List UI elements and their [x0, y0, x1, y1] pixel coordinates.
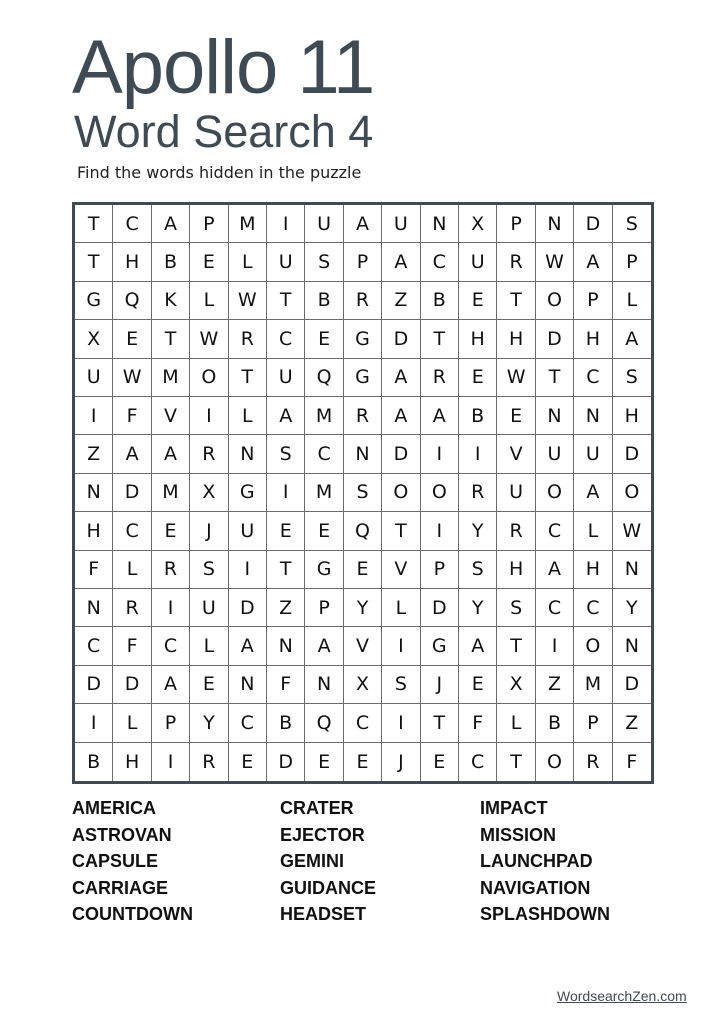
word-list-item: CARRIAGE — [72, 877, 169, 898]
grid-cell[interactable]: E — [190, 666, 228, 704]
grid-cell[interactable]: Y — [459, 512, 497, 550]
grid-cell[interactable]: E — [229, 743, 267, 781]
word-list-column — [480, 795, 610, 928]
grid-cell[interactable]: U — [75, 359, 113, 397]
grid-cell[interactable]: S — [267, 435, 305, 473]
grid-cell[interactable]: N — [267, 627, 305, 665]
grid-cell[interactable]: M — [152, 359, 190, 397]
grid-cell[interactable]: V — [152, 397, 190, 435]
grid-cell[interactable]: P — [305, 589, 343, 627]
grid-cell[interactable]: T — [75, 243, 113, 281]
grid-cell[interactable]: T — [382, 512, 420, 550]
grid-cell[interactable]: C — [152, 627, 190, 665]
grid-cell[interactable]: R — [344, 282, 382, 320]
grid-cell[interactable]: C — [267, 320, 305, 358]
word-list-column — [280, 795, 376, 928]
grid-cell[interactable]: J — [421, 666, 459, 704]
grid-cell[interactable]: E — [421, 743, 459, 781]
grid-cell[interactable]: H — [613, 397, 651, 435]
grid-cell[interactable]: O — [613, 474, 651, 512]
grid-cell[interactable]: H — [75, 512, 113, 550]
grid-cell[interactable]: A — [574, 474, 612, 512]
grid-cell[interactable]: B — [459, 397, 497, 435]
grid-cell[interactable]: S — [382, 666, 420, 704]
grid-cell[interactable]: A — [421, 397, 459, 435]
grid-cell[interactable]: U — [267, 359, 305, 397]
grid-cell[interactable]: C — [536, 512, 574, 550]
grid-cell[interactable]: A — [113, 435, 151, 473]
grid-cell[interactable]: U — [305, 205, 343, 243]
grid-cell[interactable]: X — [459, 205, 497, 243]
grid-cell[interactable]: S — [613, 359, 651, 397]
grid-cell[interactable]: U — [536, 435, 574, 473]
word-list-item: GEMINI — [280, 851, 345, 871]
grid-cell[interactable]: N — [229, 435, 267, 473]
grid-cell[interactable]: N — [421, 205, 459, 243]
grid-cell[interactable]: I — [421, 512, 459, 550]
grid-cell[interactable]: T — [421, 704, 459, 742]
grid-cell[interactable]: Y — [190, 704, 228, 742]
grid-cell[interactable]: A — [152, 435, 190, 473]
grid-cell[interactable]: S — [344, 474, 382, 512]
grid-cell[interactable]: P — [421, 551, 459, 589]
grid-cell[interactable]: P — [497, 205, 535, 243]
grid-cell[interactable]: R — [421, 359, 459, 397]
word-list-item: ASTROVAN — [72, 824, 172, 845]
grid-cell[interactable]: R — [190, 435, 228, 473]
grid-cell[interactable]: G — [75, 282, 113, 320]
grid-cell[interactable]: L — [229, 397, 267, 435]
grid-cell[interactable]: I — [229, 551, 267, 589]
grid-cell[interactable]: L — [229, 243, 267, 281]
grid-cell[interactable]: G — [344, 359, 382, 397]
grid-cell[interactable]: R — [344, 397, 382, 435]
grid-cell[interactable]: O — [382, 474, 420, 512]
grid-cell[interactable]: O — [574, 627, 612, 665]
grid-cell[interactable]: L — [113, 704, 151, 742]
grid-cell[interactable]: W — [229, 282, 267, 320]
grid-cell[interactable]: P — [613, 243, 651, 281]
grid-cell[interactable]: D — [267, 743, 305, 781]
grid-cell[interactable]: N — [613, 551, 651, 589]
grid-cell[interactable]: U — [382, 205, 420, 243]
grid-cell[interactable]: U — [190, 589, 228, 627]
grid-cell[interactable]: C — [113, 512, 151, 550]
grid-cell[interactable]: D — [75, 666, 113, 704]
grid-cell[interactable]: I — [75, 397, 113, 435]
grid-cell[interactable]: N — [75, 474, 113, 512]
grid-cell[interactable]: I — [267, 474, 305, 512]
grid-cell[interactable]: A — [382, 243, 420, 281]
grid-cell[interactable]: E — [267, 512, 305, 550]
grid-cell[interactable]: J — [190, 512, 228, 550]
word-list-item: COUNTDOWN — [72, 904, 193, 924]
grid-cell[interactable]: H — [497, 551, 535, 589]
grid-cell[interactable]: J — [382, 743, 420, 781]
grid-cell[interactable]: C — [574, 359, 612, 397]
grid-cell[interactable]: T — [421, 320, 459, 358]
word-list-item: LAUNCHPAD — [480, 851, 593, 871]
grid-cell[interactable]: Y — [613, 589, 651, 627]
grid-cell[interactable]: M — [574, 666, 612, 704]
grid-cell[interactable]: B — [152, 243, 190, 281]
grid-cell[interactable]: G — [305, 551, 343, 589]
grid-cell[interactable]: I — [382, 627, 420, 665]
grid-cell[interactable]: R — [574, 743, 612, 781]
grid-cell[interactable]: N — [75, 589, 113, 627]
grid-cell[interactable]: C — [574, 589, 612, 627]
grid-cell[interactable]: M — [229, 205, 267, 243]
grid-cell[interactable]: R — [190, 743, 228, 781]
grid-cell[interactable]: N — [536, 397, 574, 435]
grid-cell[interactable]: Q — [305, 704, 343, 742]
grid-cell[interactable]: W — [613, 512, 651, 550]
grid-cell[interactable]: L — [574, 512, 612, 550]
word-list-item: CAPSULE — [72, 851, 159, 871]
grid-cell[interactable]: V — [382, 551, 420, 589]
grid-cell[interactable]: U — [267, 243, 305, 281]
grid-cell[interactable]: T — [267, 282, 305, 320]
grid-cell[interactable]: R — [113, 589, 151, 627]
grid-cell[interactable]: A — [344, 205, 382, 243]
grid-cell[interactable]: E — [305, 743, 343, 781]
grid-cell[interactable]: H — [574, 320, 612, 358]
grid-cell[interactable]: E — [305, 320, 343, 358]
grid-cell[interactable]: A — [536, 551, 574, 589]
grid-cell[interactable]: G — [229, 474, 267, 512]
grid-cell[interactable]: I — [267, 205, 305, 243]
grid-cell[interactable]: O — [536, 282, 574, 320]
grid-cell[interactable]: E — [190, 243, 228, 281]
grid-cell[interactable]: D — [382, 435, 420, 473]
grid-cell[interactable]: N — [305, 666, 343, 704]
grid-cell[interactable]: I — [459, 435, 497, 473]
grid-cell[interactable]: C — [344, 704, 382, 742]
grid-cell[interactable]: I — [190, 397, 228, 435]
page-title: Apollo 11 — [72, 25, 375, 110]
grid-cell[interactable]: U — [229, 512, 267, 550]
grid-cell[interactable]: F — [75, 551, 113, 589]
grid-cell[interactable]: O — [536, 474, 574, 512]
grid-cell[interactable]: U — [574, 435, 612, 473]
grid-cell[interactable]: I — [75, 704, 113, 742]
grid-cell[interactable]: B — [305, 282, 343, 320]
grid-cell[interactable]: L — [113, 551, 151, 589]
grid-cell[interactable]: A — [459, 627, 497, 665]
grid-cell[interactable]: W — [113, 359, 151, 397]
grid-cell[interactable]: L — [190, 282, 228, 320]
grid-cell[interactable]: D — [613, 666, 651, 704]
grid-cell[interactable]: V — [344, 627, 382, 665]
grid-cell[interactable]: X — [75, 320, 113, 358]
grid-cell[interactable]: C — [229, 704, 267, 742]
grid-cell[interactable]: W — [536, 243, 574, 281]
grid-cell[interactable]: P — [152, 704, 190, 742]
grid-cell[interactable]: X — [497, 666, 535, 704]
grid-cell[interactable]: I — [421, 435, 459, 473]
grid-cell[interactable]: M — [152, 474, 190, 512]
grid-cell[interactable]: D — [613, 435, 651, 473]
grid-cell[interactable]: B — [267, 704, 305, 742]
grid-cell[interactable]: A — [382, 359, 420, 397]
grid-cell[interactable]: E — [113, 320, 151, 358]
grid-cell[interactable]: N — [536, 205, 574, 243]
grid-cell[interactable]: T — [497, 743, 535, 781]
grid-cell[interactable]: E — [497, 397, 535, 435]
grid-cell[interactable]: C — [536, 589, 574, 627]
instructions: Find the words hidden in the puzzle — [77, 163, 362, 182]
grid-cell[interactable]: S — [497, 589, 535, 627]
grid-cell[interactable]: I — [382, 704, 420, 742]
grid-cell[interactable]: U — [459, 243, 497, 281]
grid-cell[interactable]: F — [459, 704, 497, 742]
grid-cell[interactable]: N — [344, 435, 382, 473]
grid-cell[interactable]: D — [421, 589, 459, 627]
grid-cell[interactable]: E — [459, 282, 497, 320]
grid-cell[interactable]: X — [344, 666, 382, 704]
grid-cell[interactable]: Q — [113, 282, 151, 320]
grid-cell[interactable]: Z — [267, 589, 305, 627]
grid-cell[interactable]: C — [459, 743, 497, 781]
grid-cell[interactable]: F — [626, 750, 638, 773]
grid-cell[interactable]: A — [382, 397, 420, 435]
grid-cell[interactable]: S — [305, 243, 343, 281]
grid-cell[interactable]: A — [305, 627, 343, 665]
grid-cell[interactable]: D — [229, 589, 267, 627]
grid-cell[interactable]: W — [497, 359, 535, 397]
word-list-item: IMPACT — [480, 798, 548, 818]
word-list-item: GUIDANCE — [280, 877, 377, 898]
word-list-item: CRATER — [280, 798, 354, 818]
grid-cell[interactable]: L — [190, 627, 228, 665]
grid-cell[interactable]: E — [344, 743, 382, 781]
page-subtitle: Word Search 4 — [74, 106, 374, 157]
grid-cell[interactable]: I — [152, 743, 190, 781]
grid-cell[interactable]: R — [497, 512, 535, 550]
grid-cell[interactable]: D — [574, 205, 612, 243]
grid-cell[interactable]: A — [229, 627, 267, 665]
grid-cell[interactable]: T — [497, 282, 535, 320]
grid-cell[interactable]: H — [459, 320, 497, 358]
grid-cell[interactable]: R — [229, 320, 267, 358]
grid-cell[interactable]: F — [267, 666, 305, 704]
grid-cell[interactable]: S — [613, 205, 651, 243]
grid-cell[interactable]: P — [190, 205, 228, 243]
grid-cell[interactable]: E — [459, 359, 497, 397]
grid-cell[interactable]: N — [229, 666, 267, 704]
grid-cell[interactable]: S — [459, 551, 497, 589]
grid-cell[interactable]: L — [613, 282, 651, 320]
grid-cell[interactable]: O — [190, 359, 228, 397]
grid-cell[interactable]: U — [497, 474, 535, 512]
grid-cell[interactable]: H — [113, 743, 151, 781]
grid-cell[interactable]: D — [382, 320, 420, 358]
grid-cell[interactable]: W — [190, 320, 228, 358]
grid-cell[interactable]: E — [152, 512, 190, 550]
grid-cell[interactable]: Q — [344, 512, 382, 550]
grid-cell[interactable]: A — [152, 205, 190, 243]
grid-cell[interactable]: E — [305, 512, 343, 550]
grid-cell[interactable]: Z — [75, 435, 113, 473]
grid-cell[interactable]: B — [75, 743, 113, 781]
grid-cell[interactable]: T — [497, 627, 535, 665]
grid-cell[interactable]: M — [305, 397, 343, 435]
grid-cell[interactable]: I — [536, 627, 574, 665]
grid-cell[interactable]: A — [152, 666, 190, 704]
grid-cell[interactable]: P — [574, 704, 612, 742]
grid-cell[interactable]: B — [421, 282, 459, 320]
grid-cell[interactable]: R — [152, 551, 190, 589]
grid-cell[interactable]: Z — [382, 282, 420, 320]
grid-cell[interactable]: F — [113, 397, 151, 435]
footer-site-link[interactable]: WordsearchZen.com — [557, 988, 687, 1004]
grid-cell[interactable]: N — [613, 627, 651, 665]
grid-cell[interactable]: P — [344, 243, 382, 281]
grid-cell[interactable]: R — [459, 474, 497, 512]
grid-cell[interactable]: X — [190, 474, 228, 512]
grid-cell[interactable]: O — [421, 474, 459, 512]
grid-cell[interactable]: T — [267, 551, 305, 589]
grid-cell[interactable]: C — [113, 205, 151, 243]
word-list-item: AMERICA — [72, 798, 156, 818]
grid-cell[interactable]: C — [421, 243, 459, 281]
grid-cell[interactable]: E — [459, 666, 497, 704]
grid-cell[interactable]: P — [574, 282, 612, 320]
grid-cell[interactable]: H — [113, 243, 151, 281]
grid-cell[interactable]: D — [113, 474, 151, 512]
grid-cell[interactable]: T — [229, 359, 267, 397]
grid-cell[interactable]: B — [536, 704, 574, 742]
grid-cell[interactable]: Y — [344, 589, 382, 627]
grid-cell[interactable]: I — [152, 589, 190, 627]
word-search-grid — [72, 202, 654, 784]
grid-cell[interactable]: C — [75, 627, 113, 665]
grid-cell[interactable]: R — [497, 243, 535, 281]
grid-cell[interactable]: Z — [613, 704, 651, 742]
grid-cell[interactable]: Q — [305, 359, 343, 397]
grid-cell[interactable]: M — [305, 474, 343, 512]
grid-cell[interactable]: T — [152, 320, 190, 358]
grid-cell[interactable]: O — [536, 743, 574, 781]
grid-cell[interactable]: Y — [459, 589, 497, 627]
grid-cell[interactable]: S — [190, 551, 228, 589]
grid-cell[interactable]: T — [536, 359, 574, 397]
grid-cell[interactable]: A — [267, 397, 305, 435]
word-list-column — [72, 795, 193, 928]
grid-cell[interactable]: G — [344, 320, 382, 358]
grid-cell[interactable]: H — [497, 320, 535, 358]
grid-cell[interactable]: N — [574, 397, 612, 435]
grid-cell[interactable]: L — [497, 704, 535, 742]
grid-cell[interactable]: H — [574, 551, 612, 589]
grid-cell[interactable]: D — [113, 666, 151, 704]
grid-cell[interactable]: A — [574, 243, 612, 281]
word-list-item: MISSION — [480, 824, 557, 845]
grid-cell[interactable]: G — [421, 627, 459, 665]
grid-cell[interactable]: D — [536, 320, 574, 358]
grid-cell[interactable]: L — [382, 589, 420, 627]
grid-cell[interactable]: C — [305, 435, 343, 473]
grid-cell[interactable]: Z — [536, 666, 574, 704]
word-list-item: EJECTOR — [280, 824, 365, 845]
grid-cell[interactable]: F — [113, 627, 151, 665]
grid-cell[interactable]: E — [344, 551, 382, 589]
grid-cell[interactable]: A — [613, 320, 651, 358]
word-list-item: NAVIGATION — [480, 877, 591, 898]
word-list-item: SPLASHDOWN — [480, 904, 610, 924]
grid-cell[interactable]: T — [75, 205, 113, 243]
grid-cell[interactable]: V — [497, 435, 535, 473]
word-list-item: HEADSET — [280, 904, 367, 924]
grid-cell[interactable]: K — [152, 282, 190, 320]
